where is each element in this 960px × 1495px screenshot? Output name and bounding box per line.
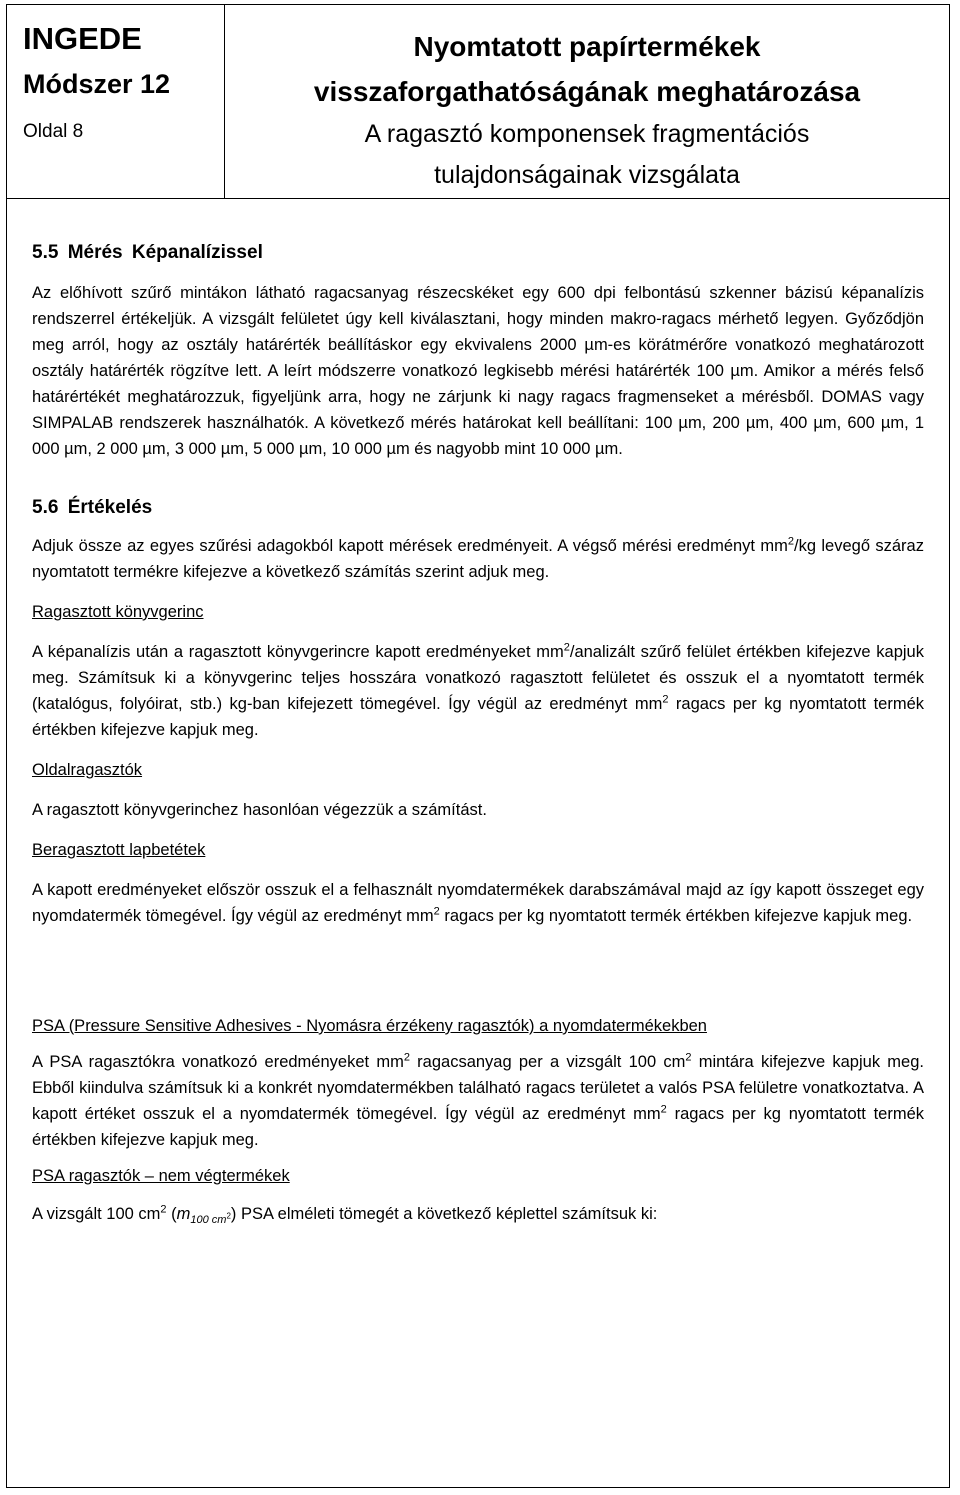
psa-nf-text-a: A vizsgált 100 cm xyxy=(32,1205,161,1223)
section-5-5-heading: 5.5 Mérés Képanalízissel xyxy=(32,242,263,263)
mass-subscript-sup: 2 xyxy=(226,1211,231,1221)
subtitle-line-2: tulajdonságainak vizsgálata xyxy=(434,161,740,189)
mass-subscript xyxy=(190,1211,231,1227)
inserts-text-b: ragacs per kg nyomtatott termék értékben kifejezve kapjuk meg. xyxy=(439,907,913,925)
psa-nf-text-b: ( xyxy=(166,1205,177,1223)
binding-text-c: ragacs per kg nyomtatott termék értékben kifejezve kapjuk meg. xyxy=(32,695,924,739)
method-number: Módszer 12 xyxy=(23,69,171,99)
inserts-heading: Beragasztott lapbetétek xyxy=(32,841,206,859)
header-title-cell xyxy=(225,5,949,198)
page-number: Oldal 8 xyxy=(23,121,84,142)
psa-nonfinal-heading: PSA ragasztók – nem végtermékek xyxy=(32,1167,290,1185)
header-left-cell xyxy=(7,5,225,198)
document-header xyxy=(6,4,950,199)
psa-paragraph xyxy=(32,1049,924,1153)
psa-nf-text-c: ) PSA elméleti tömegét a következő képlettel számítsuk ki: xyxy=(230,1205,658,1223)
s56-sup: 2 xyxy=(787,535,794,548)
psa-sup-1: 2 xyxy=(403,1051,410,1064)
title-line-1: Nyomtatott papírtermékek xyxy=(413,31,761,62)
psa-nonfinal-paragraph xyxy=(32,1201,924,1227)
document-body xyxy=(32,240,924,1227)
mass-symbol: m xyxy=(176,1205,191,1223)
section-5-6-paragraph xyxy=(32,533,924,585)
psa-heading: PSA (Pressure Sensitive Adhesives - Nyomásra érzékeny ragasztók) a nyomdatermékekben xyxy=(32,1017,707,1035)
inserts-sup: 2 xyxy=(433,905,440,918)
section-5-5-paragraph: Az előhívott szűrő mintákon látható ragacsanyag részecskéket egy 600 dpi felbontású szkenner bázisú képanalízis rendszerrel értékeljük. A vizsgált felületet úgy kell kiválasztani, hogy minden makro-ragacs mérhető legyen. Győződjön meg arról, hogy az osztály határérték beállításkor egy ekvivalens 2000 µm-es körátmérőre vonatkozó meghatározott osztály határérték rögzítve lett. A leírt módszerre vonatkozó legkisebb mérési határérték 100 µm. Amikor a mérés felső határértékét meghatározzuk, figyeljünk arra, hogy ne zárjunk ki nagy ragacs fragmenseket a mérésből. DOMAS vagy SIMPALAB rendszerek használhatók. A következő mérés határokat kell beállítani: 100 µm, 200 µm, 400 µm, 600 µm, 1 000 µm, 2 000 µm, 3 000 µm, 5 000 µm, 10 000 µm és nagyobb mint 10 000 µm. xyxy=(32,284,924,458)
title-line-2: visszaforgathatóságának meghatározása xyxy=(313,76,861,107)
org-name: INGEDE xyxy=(23,21,142,56)
side-heading: Oldalragasztók xyxy=(32,761,143,779)
binding-sup-2: 2 xyxy=(662,693,669,706)
binding-paragraph xyxy=(32,639,924,743)
psa-text-a: A PSA ragasztókra vonatkozó eredményeket mm xyxy=(32,1053,404,1071)
psa-nf-sup: 2 xyxy=(160,1203,167,1216)
binding-sup-1: 2 xyxy=(563,641,570,654)
psa-sup-2: 2 xyxy=(685,1051,692,1064)
psa-sup-3: 2 xyxy=(660,1103,667,1116)
binding-text-b: /analizált szűrő felület értékben kifejezve kapjuk meg. Számítsuk ki a könyvgerinc teljes hosszára vonatkozó ragasztott felületet és osszuk el a nyomtatott termék (katalógus, folyóirat, stb.) kg-ban kifejezett tömegével. Így végül az eredményt mm xyxy=(32,643,924,713)
inserts-paragraph xyxy=(32,877,924,929)
psa-text-b: ragacsanyag per a vizsgált 100 cm xyxy=(409,1053,686,1071)
psa-text-c: mintára kifejezve kapjuk meg. Ebből kiindulva számítsuk ki a konkrét nyomdatermékben található ragacs területet a valós PSA felületre vonatkoztatva. A kapott értéket osszuk el a nyomdatermék tömegével. Így végül az eredményt mm xyxy=(32,1053,924,1123)
binding-heading: Ragasztott könyvgerinc xyxy=(32,603,204,621)
section-5-6-heading: 5.6 Értékelés xyxy=(32,497,153,518)
s56-text-b: /kg levegő száraz nyomtatott termékre kifejezve a következő számítás szerint adjuk meg. xyxy=(32,537,924,581)
side-paragraph: A ragasztott könyvgerinchez hasonlóan végezzük a számítást. xyxy=(32,801,487,819)
inserts-text-a: A kapott eredményeket először osszuk el a felhasznált nyomdatermékek darabszámával majd az így kapott összeget egy nyomdatermék tömegével. Így végül az eredményt mm xyxy=(32,881,924,925)
psa-text-d: ragacs per kg nyomtatott termék értékben kifejezve kapjuk meg. xyxy=(32,1105,925,1149)
s56-text-a: Adjuk össze az egyes szűrési adagokból kapott mérések eredményeit. A végső mérési eredményt mm xyxy=(32,537,788,555)
subtitle-line-1: A ragasztó komponensek fragmentációs xyxy=(364,120,810,148)
binding-text-a: A képanalízis után a ragasztott könyvgerincre kapott eredményeket mm xyxy=(32,643,564,661)
mass-subscript-text: 100 cm xyxy=(190,1214,227,1227)
